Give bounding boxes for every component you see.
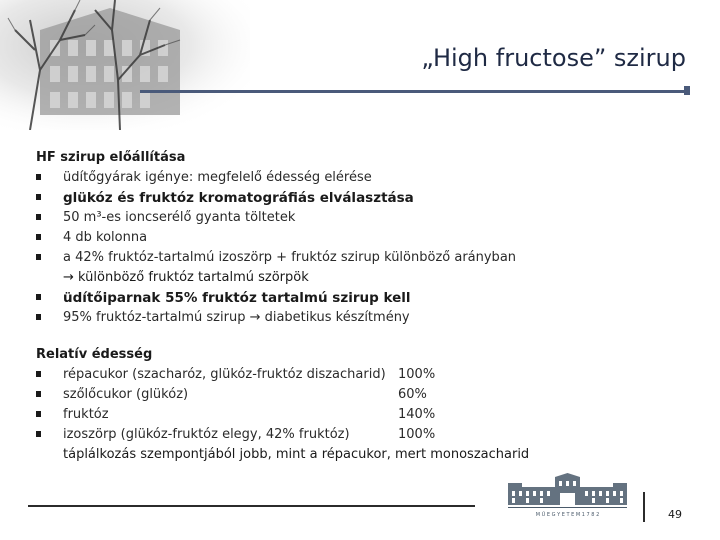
list-item [36,425,529,445]
bullet-icon [36,431,41,437]
bullet-icon [36,411,41,417]
corner-building-photo [0,0,250,130]
sweetness-list [36,365,529,445]
sweetener-label: izoszörp (glükóz-fruktóz elegy, 42% fruktóz) [63,427,350,442]
page-number: 49 [668,508,682,521]
sweetness-value: 140% [398,407,436,422]
footer-divider [643,492,645,522]
sweetness-footnote: táplálkozás szempontjából jobb, mint a répacukor, mert monoszacharid [63,447,530,462]
section-relative-sweetness [36,345,529,465]
title-underline-accent [684,86,690,95]
list-item-text: 50 m³-es ioncserélő gyanta töltetek [63,210,296,225]
sweetener-label: szőlőcukor (glükóz) [63,387,189,402]
list-item-text: a 42% fruktóz-tartalmú izoszörp + fruktóz szirup különböző arányban [63,250,517,265]
section-heading: Relatív édesség [36,347,153,362]
list-item [36,248,516,268]
bullet-icon [36,214,41,220]
list-item [36,228,516,248]
list-item-text: glükóz és fruktóz kromatográfiás elválasztása [63,190,414,206]
list-item-text: 95% fruktóz-tartalmú szirup → diabetikus készítmény [63,310,410,325]
list-item [36,168,516,188]
list-item-text: 4 db kolonna [63,230,148,245]
list-item-text: üdítőiparnak 55% fruktóz tartalmú szirup kell [63,290,411,306]
sweetener-label: fruktóz [63,407,109,422]
bullet-icon [36,174,41,180]
logo-caption: M Ű E G Y E T E M 1 7 8 2 [535,512,600,518]
footer-rule [28,505,475,507]
list-item [36,385,529,405]
bullet-icon [36,371,41,377]
sweetness-value: 60% [398,387,427,402]
list-item [36,188,516,208]
bullet-icon [36,391,41,397]
sweetness-value: 100% [398,367,436,382]
bullet-icon [36,234,41,240]
bullet-icon [36,254,41,260]
university-logo [500,473,635,519]
list-item-continuation: → különböző fruktóz tartalmú szörpök [63,270,309,285]
bullet-list [36,168,516,268]
list-item [36,288,516,308]
title-underline [140,90,690,93]
slide-title: „High fructose” szirup [421,44,686,72]
bullet-icon [36,294,41,300]
list-item [36,308,516,328]
bullet-icon [36,314,41,320]
bullet-list [36,288,516,328]
list-item-text: üdítőgyárak igénye: megfelelő édesség elérése [63,170,372,185]
list-item [36,208,516,228]
bullet-icon [36,194,41,200]
list-item [36,365,529,385]
sweetness-value: 100% [398,427,436,442]
list-item [36,405,529,425]
sweetener-label: répacukor (szacharóz, glükóz-fruktóz diszacharid) [63,367,386,382]
section-heading: HF szirup előállítása [36,150,186,165]
section-hf-syrup [36,148,516,328]
